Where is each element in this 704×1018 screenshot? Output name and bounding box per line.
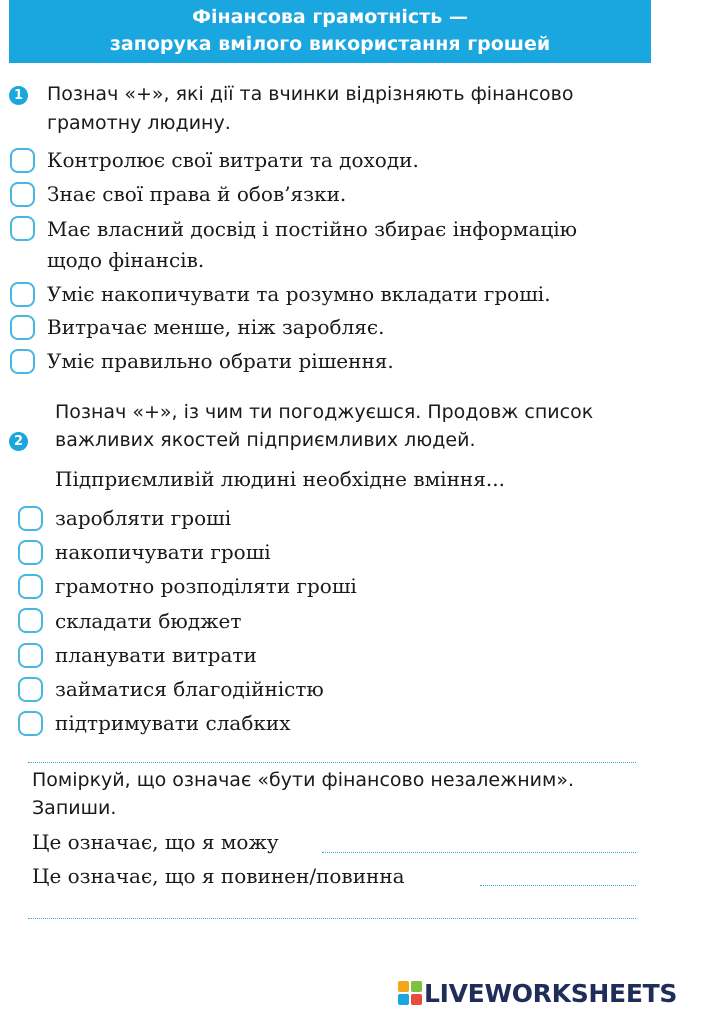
task-2-checkbox-3[interactable]: [18, 574, 43, 599]
task-2-checkbox-1[interactable]: [18, 506, 43, 531]
task-1-checkbox-6[interactable]: [10, 349, 35, 374]
task-1-checkbox-3[interactable]: [10, 216, 35, 241]
task-1-option-1: Контролює свої витрати та доходи.: [47, 148, 419, 172]
task-2-option-4: складати бюджет: [55, 609, 242, 633]
answer-line-2[interactable]: [480, 885, 636, 886]
title-banner: [9, 0, 651, 63]
section-divider: [28, 762, 636, 763]
task-3-instruction-line-1: Поміркуй, що означає «бути фінансово незалежним».: [32, 769, 574, 791]
task-2-instruction-line-2: важливих якостей підприємливих людей.: [55, 429, 476, 451]
task-1-option-4: Уміє накопичувати та розумно вкладати гроші.: [47, 282, 551, 306]
task-2-number: 2: [9, 432, 28, 451]
task-2-instruction-line-1: Познач «+», із чим ти погоджуєшся. Продовж список: [55, 401, 594, 423]
task-2-option-2: накопичувати гроші: [55, 540, 271, 564]
task-1-option-5: Витрачає менше, ніж заробляє.: [47, 315, 385, 339]
task-2-checkbox-2[interactable]: [18, 540, 43, 565]
task-2-checkbox-4[interactable]: [18, 608, 43, 633]
logo-text: LIVEWORKSHEETS: [424, 978, 678, 1008]
task-1-checkbox-4[interactable]: [10, 282, 35, 307]
task-1-instruction-line-2: грамотну людину.: [47, 112, 231, 134]
task-2-checkbox-7[interactable]: [18, 711, 43, 736]
task-2-option-6: займатися благодійністю: [55, 677, 324, 701]
task-1-number: 1: [9, 86, 28, 105]
liveworksheets-logo: [398, 978, 677, 1008]
answer-line-1[interactable]: [322, 852, 636, 853]
task-1-instruction-line-1: Познач «+», які дії та вчинки відрізняють фінансово: [47, 83, 574, 105]
title-line-1: Фінансова грамотність —: [192, 6, 468, 28]
task-2-option-5: планувати витрати: [55, 643, 257, 667]
task-2-option-7: підтримувати слабких: [55, 711, 291, 735]
task-2-option-1: заробляти гроші: [55, 506, 232, 530]
task-1-checkbox-5[interactable]: [10, 315, 35, 340]
title-line-2: запорука вмілого використання грошей: [109, 33, 551, 55]
answer-line-3[interactable]: [28, 918, 636, 919]
task-1-checkbox-2[interactable]: [10, 182, 35, 207]
task-1-option-6: Уміє правильно обрати рішення.: [47, 349, 394, 373]
logo-blocks-icon: [398, 981, 422, 1005]
task-1-option-3-continued: щодо фінансів.: [47, 248, 205, 272]
task-1-option-2: Знає свої права й обов’язки.: [47, 182, 347, 206]
task-1-checkbox-1[interactable]: [10, 148, 35, 173]
task-3-prompt-1: Це означає, що я можу: [32, 830, 279, 854]
task-1-option-3: Має власний досвід і постійно збирає інформацію: [47, 217, 578, 241]
task-2-checkbox-6[interactable]: [18, 677, 43, 702]
task-3-prompt-2: Це означає, що я повинен/повинна: [32, 864, 405, 888]
task-2-option-3: грамотно розподіляти гроші: [55, 574, 357, 598]
task-2-lead: Підприємливій людині необхідне вміння...: [55, 467, 505, 491]
task-2-checkbox-5[interactable]: [18, 643, 43, 668]
task-3-instruction-line-2: Запиши.: [32, 797, 117, 819]
